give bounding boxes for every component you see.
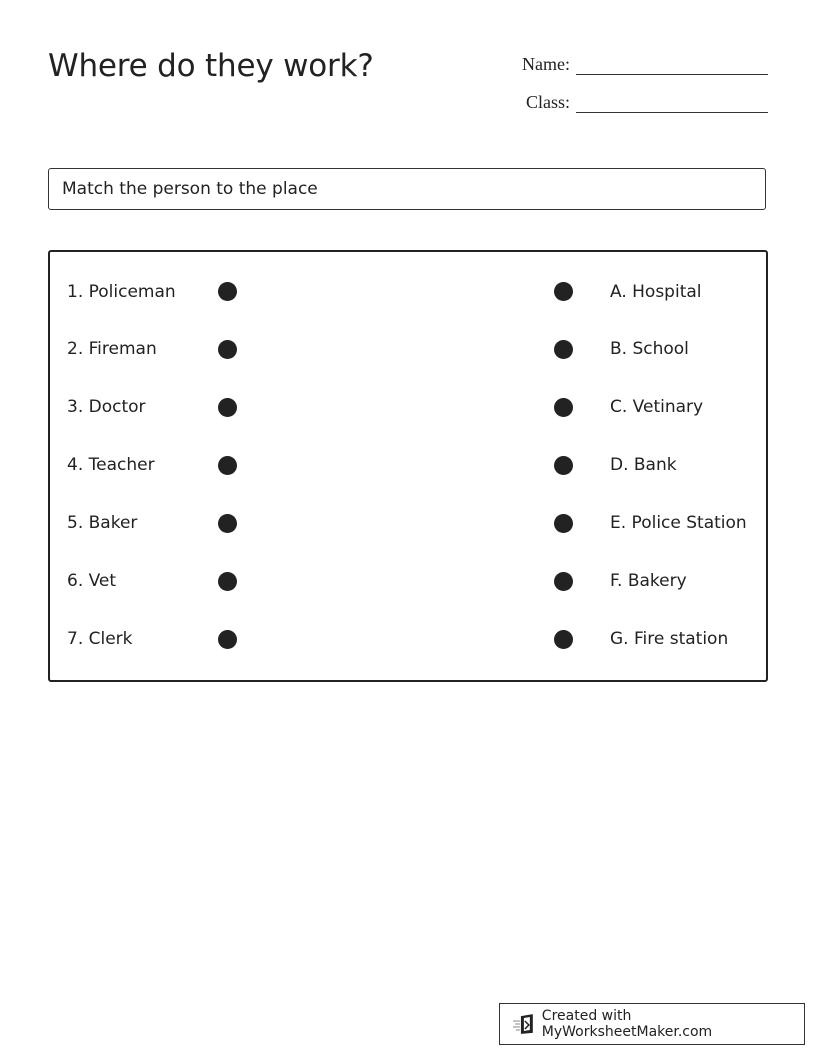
person-dot[interactable] xyxy=(218,282,237,301)
place-dot[interactable] xyxy=(554,572,573,591)
class-line[interactable] xyxy=(576,94,768,113)
place-item: E. Police Station xyxy=(610,513,747,533)
place-dot[interactable] xyxy=(554,340,573,359)
place-dot[interactable] xyxy=(554,456,573,475)
name-line[interactable] xyxy=(576,56,768,75)
place-dot[interactable] xyxy=(554,398,573,417)
name-label: Name: xyxy=(522,54,570,74)
person-item: 1. Policeman xyxy=(67,282,176,302)
place-item: B. School xyxy=(610,339,689,359)
person-item: 7. Clerk xyxy=(67,629,133,649)
person-item: 4. Teacher xyxy=(67,455,155,475)
person-dot[interactable] xyxy=(218,340,237,359)
place-item: A. Hospital xyxy=(610,282,702,302)
person-dot[interactable] xyxy=(218,398,237,417)
place-dot[interactable] xyxy=(554,630,573,649)
footer-text: Created with MyWorksheetMaker.com xyxy=(541,1008,713,1040)
place-dot[interactable] xyxy=(554,514,573,533)
place-item: F. Bakery xyxy=(610,571,687,591)
person-item: 5. Baker xyxy=(67,513,138,533)
class-label: Class: xyxy=(525,92,570,112)
place-item: G. Fire station xyxy=(610,629,729,649)
footer-credit[interactable] xyxy=(499,1003,805,1045)
place-dot[interactable] xyxy=(554,282,573,301)
instructions-box: Match the person to the place xyxy=(48,168,766,210)
person-dot[interactable] xyxy=(218,630,237,649)
person-item: 6. Vet xyxy=(67,571,117,591)
person-item: 2. Fireman xyxy=(67,339,157,359)
page-title: Where do they work? xyxy=(48,48,374,84)
class-field xyxy=(510,92,768,113)
person-item: 3. Doctor xyxy=(67,397,146,417)
place-item: C. Vetinary xyxy=(610,397,704,417)
worksheet-logo-icon xyxy=(512,1013,536,1035)
matching-box xyxy=(48,250,768,682)
name-field xyxy=(510,54,768,75)
place-item: D. Bank xyxy=(610,455,677,475)
person-dot[interactable] xyxy=(218,456,237,475)
person-dot[interactable] xyxy=(218,572,237,591)
person-dot[interactable] xyxy=(218,514,237,533)
